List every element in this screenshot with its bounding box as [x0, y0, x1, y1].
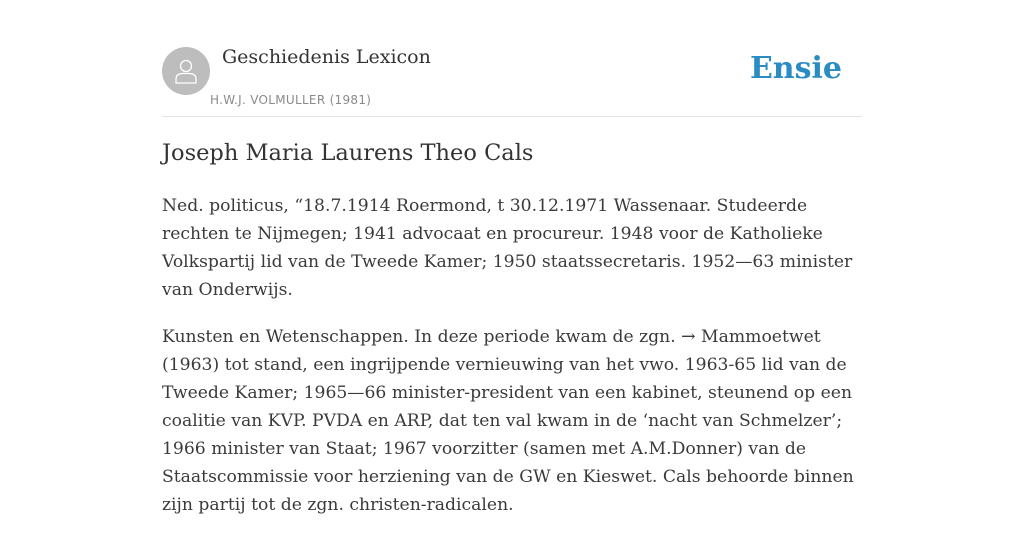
lexicon-title[interactable]: Geschiedenis Lexicon	[222, 46, 431, 68]
brand-logo[interactable]: Ensie	[749, 51, 842, 86]
article-title: Joseph Maria Laurens Theo Cals	[162, 140, 534, 166]
article-body	[162, 192, 867, 538]
article-header	[162, 46, 862, 117]
avatar[interactable]	[162, 47, 210, 95]
author-byline: H.W.J. VOLMULLER (1981)	[210, 93, 372, 107]
user-placeholder-icon	[171, 56, 201, 86]
article-paragraph: Kunsten en Wetenschappen. In deze periode kwam de zgn. → Mammoetwet (1963) tot stand, een ingrijpende vernieuwing van het vwo. 1963-65 lid van de Tweede Kamer; 1965—66 minister-president van een kabinet, steunend op een coalitie van KVP. PVDA en ARP, dat ten val kwam in de ‘nacht van Schmelzer’; 1966 minister van Staat; 1967 voorzitter (samen met A.M.Donner) van de Staatscommissie voor herziening van de GW en Kieswet. Cals behoorde binnen zijn partij tot de zgn. christen-radicalen.	[162, 327, 854, 515]
article-paragraph: Ned. politicus, “18.7.1914 Roermond, t 30.12.1971 Wassenaar. Studeerde rechten te Nijmegen; 1941 advocaat en procureur. 1948 voor de Katholieke Volkspartij lid van de Tweede Kamer; 1950 staatssecretaris. 1952—63 minister van Onderwijs.	[162, 196, 853, 300]
